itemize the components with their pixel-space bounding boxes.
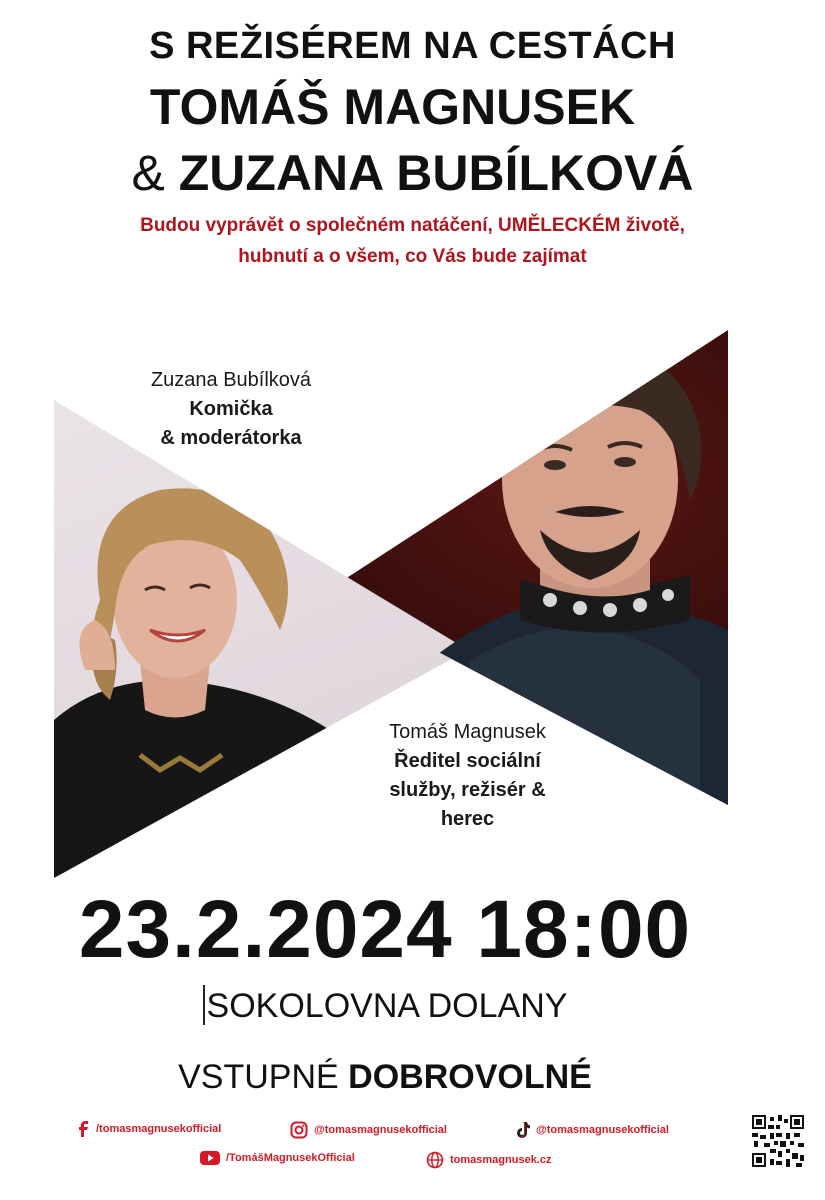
guest-role-tomas-line-2: služby, režisér &	[389, 779, 546, 801]
guest-name-tomas: Tomáš Magnusek	[389, 721, 546, 743]
social-facebook[interactable]	[76, 1121, 221, 1137]
ampersand: &	[131, 145, 165, 201]
headline-name-zuzana	[0, 140, 825, 206]
youtube-icon	[200, 1151, 220, 1165]
qr-code[interactable]	[752, 1115, 804, 1167]
globe-icon	[426, 1151, 444, 1169]
series-title: S REŽISÉREM NA CESTÁCH	[149, 25, 676, 67]
youtube-handle: /TomášMagnusekOfficial	[226, 1152, 355, 1164]
tiktok-handle: @tomasmagnusekofficial	[536, 1124, 669, 1136]
website-url: tomasmagnusek.cz	[450, 1154, 552, 1166]
event-venue-text: SOKOLOVNA DOLANY	[206, 987, 568, 1025]
event-datetime: 23.2.2024 18:00	[78, 884, 692, 975]
facebook-icon	[76, 1121, 90, 1137]
social-website[interactable]	[426, 1151, 551, 1169]
guest-label-zuzana	[96, 366, 366, 453]
headline-name-tomas: TOMÁŠ MAGNUSEK	[149, 79, 636, 135]
entry-prefix: VSTUPNÉ	[178, 1058, 339, 1096]
event-venue	[0, 983, 770, 1029]
instagram-handle: @tomasmagnusekofficial	[314, 1124, 447, 1136]
tagline-line-2: hubnutí a o všem, co Vás bude zajímat	[238, 246, 587, 267]
guest-role-zuzana-line-2: & moderátorka	[160, 427, 302, 449]
guest-role-tomas-line-3: herec	[440, 808, 495, 830]
entry-bold: DOBROVOLNÉ	[348, 1058, 592, 1096]
guest-role-zuzana-line-1: Komička	[189, 398, 273, 420]
social-tiktok[interactable]	[514, 1121, 669, 1139]
guest-label-tomas	[345, 718, 590, 834]
social-youtube[interactable]	[200, 1151, 355, 1165]
poster-header	[0, 18, 825, 272]
guest-role-tomas-line-1: Ředitel sociální	[394, 750, 541, 772]
tiktok-icon	[514, 1121, 530, 1139]
social-instagram[interactable]	[290, 1121, 447, 1139]
guest-name-zuzana: Zuzana Bubílková	[150, 369, 312, 391]
entry-fee	[0, 1054, 770, 1100]
facebook-handle: /tomasmagnusekofficial	[96, 1123, 222, 1135]
headline-name-zuzana-text: ZUZANA BUBÍLKOVÁ	[178, 145, 694, 201]
tagline-line-1: Budou vyprávět o společném natáčení, UMĚLECKÉM životě,	[140, 215, 685, 236]
instagram-icon	[290, 1121, 308, 1139]
tagline	[0, 210, 825, 272]
text-cursor	[203, 985, 205, 1025]
